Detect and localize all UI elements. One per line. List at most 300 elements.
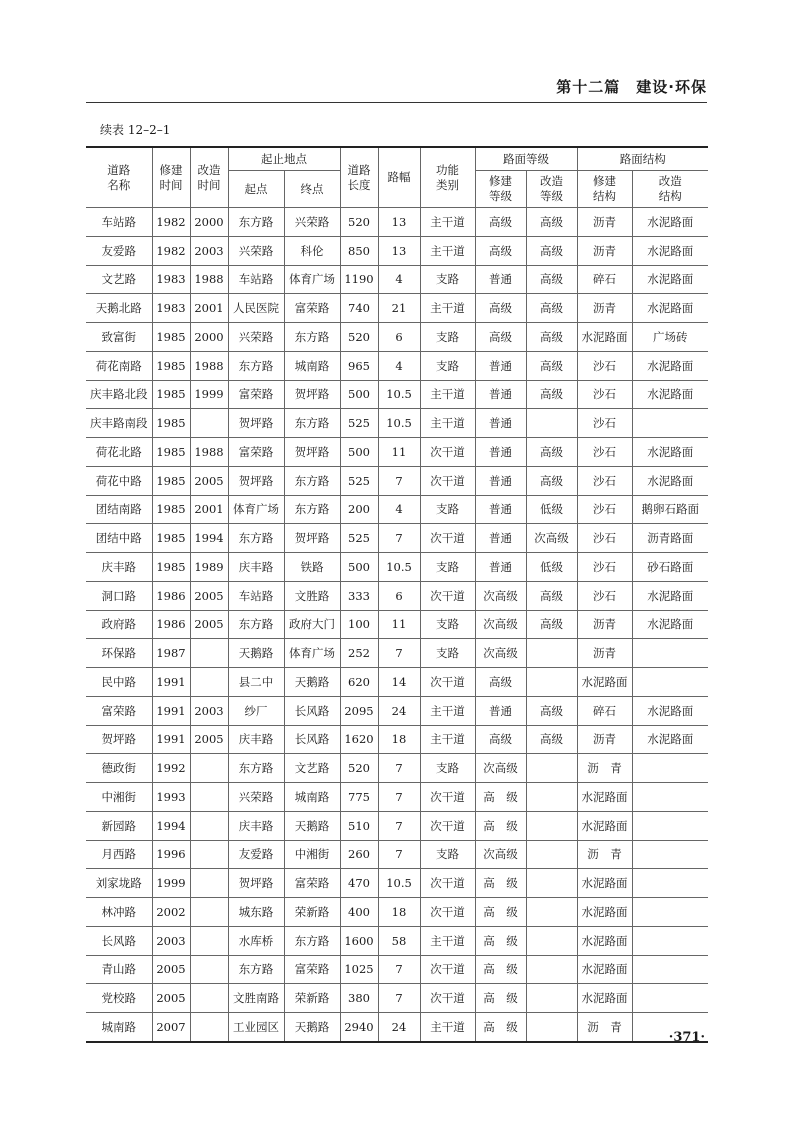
cell-grade-built: 次高级 [475,840,526,869]
cell-length: 500 [340,438,378,467]
cell-built-year: 1983 [152,265,190,294]
cell-structure-rebuilt: 鹅卵石路面 [632,495,708,524]
cell-structure-rebuilt: 水泥路面 [632,466,708,495]
cell-structure-rebuilt [632,811,708,840]
cell-width: 24 [378,1013,420,1042]
cell-structure-built: 水泥路面 [577,869,632,898]
cell-length: 620 [340,668,378,697]
cell-road-name: 长风路 [86,926,152,955]
cell-built-year: 1985 [152,466,190,495]
cell-start-point: 富荣路 [228,380,284,409]
cell-rebuilt-year: 2005 [190,466,228,495]
cell-road-name: 文艺路 [86,265,152,294]
table-row [86,581,708,610]
cell-function-class: 主干道 [420,208,475,237]
cell-function-class: 次干道 [420,466,475,495]
header-rule [86,102,707,103]
cell-grade-built: 次高级 [475,639,526,668]
cell-start-point: 东方路 [228,610,284,639]
cell-width: 7 [378,783,420,812]
table-row [86,610,708,639]
header-grade-rebuilt: 改造 等级 [526,171,577,208]
cell-road-name: 荷花中路 [86,466,152,495]
cell-rebuilt-year [190,639,228,668]
cell-structure-built: 沥青 [577,725,632,754]
cell-road-name: 致富街 [86,323,152,352]
cell-structure-rebuilt: 水泥路面 [632,610,708,639]
cell-end-point: 荣新路 [284,984,340,1013]
cell-function-class: 支路 [420,754,475,783]
cell-built-year: 2005 [152,984,190,1013]
header-grade-built: 修建 等级 [475,171,526,208]
header-road-name: 道路 名称 [86,147,152,208]
cell-length: 520 [340,323,378,352]
table-row [86,524,708,553]
cell-function-class: 次干道 [420,811,475,840]
cell-structure-built: 沥青 [577,610,632,639]
cell-grade-rebuilt [526,639,577,668]
cell-structure-built: 水泥路面 [577,783,632,812]
cell-grade-rebuilt [526,668,577,697]
cell-start-point: 友爱路 [228,840,284,869]
cell-function-class: 主干道 [420,236,475,265]
cell-end-point: 富荣路 [284,955,340,984]
cell-rebuilt-year: 1989 [190,553,228,582]
table-row [86,1013,708,1042]
cell-start-point: 兴荣路 [228,783,284,812]
cell-grade-rebuilt [526,783,577,812]
cell-rebuilt-year: 1988 [190,438,228,467]
cell-function-class: 主干道 [420,725,475,754]
table-row [86,955,708,984]
cell-start-point: 东方路 [228,955,284,984]
cell-end-point: 长风路 [284,696,340,725]
cell-road-name: 荷花北路 [86,438,152,467]
page-number: ·371· [668,1030,705,1045]
cell-built-year: 1986 [152,581,190,610]
cell-function-class: 次干道 [420,524,475,553]
cell-length: 470 [340,869,378,898]
road-table [86,146,708,1043]
cell-grade-built: 普通 [475,553,526,582]
cell-structure-rebuilt: 沥青路面 [632,524,708,553]
cell-end-point: 贺坪路 [284,438,340,467]
cell-rebuilt-year [190,869,228,898]
cell-structure-rebuilt: 广场砖 [632,323,708,352]
cell-grade-built: 高 级 [475,926,526,955]
cell-grade-rebuilt: 高级 [526,294,577,323]
cell-road-name: 城南路 [86,1013,152,1042]
cell-structure-built: 水泥路面 [577,926,632,955]
cell-built-year: 1987 [152,639,190,668]
cell-grade-rebuilt: 低级 [526,553,577,582]
cell-end-point: 中湘街 [284,840,340,869]
cell-structure-rebuilt: 水泥路面 [632,581,708,610]
cell-built-year: 2003 [152,926,190,955]
cell-start-point: 县二中 [228,668,284,697]
cell-length: 525 [340,524,378,553]
cell-width: 11 [378,438,420,467]
cell-start-point: 天鹅路 [228,639,284,668]
cell-built-year: 1991 [152,725,190,754]
cell-built-year: 1985 [152,524,190,553]
cell-structure-rebuilt [632,783,708,812]
cell-structure-built: 水泥路面 [577,668,632,697]
cell-start-point: 贺坪路 [228,409,284,438]
cell-structure-rebuilt [632,409,708,438]
cell-road-name: 德政街 [86,754,152,783]
cell-width: 13 [378,208,420,237]
cell-structure-rebuilt: 砂石路面 [632,553,708,582]
cell-function-class: 支路 [420,351,475,380]
cell-rebuilt-year: 1988 [190,265,228,294]
cell-width: 18 [378,898,420,927]
cell-end-point: 东方路 [284,409,340,438]
cell-road-name: 富荣路 [86,696,152,725]
table-row [86,265,708,294]
cell-structure-built: 沙石 [577,581,632,610]
cell-structure-built: 沙石 [577,495,632,524]
cell-grade-rebuilt [526,955,577,984]
cell-start-point: 东方路 [228,524,284,553]
cell-length: 740 [340,294,378,323]
cell-road-name: 庆丰路南段 [86,409,152,438]
cell-structure-built: 沙石 [577,351,632,380]
cell-road-name: 政府路 [86,610,152,639]
cell-road-name: 中湘街 [86,783,152,812]
cell-built-year: 2002 [152,898,190,927]
table-header [86,147,708,208]
cell-structure-rebuilt [632,955,708,984]
table-row [86,495,708,524]
cell-rebuilt-year: 1994 [190,524,228,553]
cell-rebuilt-year: 1999 [190,380,228,409]
table-row [86,668,708,697]
cell-structure-rebuilt [632,668,708,697]
cell-length: 525 [340,409,378,438]
cell-length: 510 [340,811,378,840]
cell-rebuilt-year [190,1013,228,1042]
cell-grade-rebuilt: 次高级 [526,524,577,553]
cell-width: 10.5 [378,380,420,409]
cell-width: 18 [378,725,420,754]
cell-rebuilt-year: 2003 [190,236,228,265]
cell-rebuilt-year [190,783,228,812]
cell-width: 10.5 [378,553,420,582]
cell-built-year: 1983 [152,294,190,323]
cell-start-point: 体育广场 [228,495,284,524]
table-row [86,811,708,840]
cell-road-name: 天鹅北路 [86,294,152,323]
cell-grade-rebuilt [526,869,577,898]
cell-start-point: 兴荣路 [228,236,284,265]
cell-grade-rebuilt: 高级 [526,696,577,725]
cell-start-point: 贺坪路 [228,466,284,495]
cell-end-point: 贺坪路 [284,524,340,553]
cell-grade-built: 普通 [475,438,526,467]
cell-structure-rebuilt [632,926,708,955]
cell-structure-built: 沥青 [577,236,632,265]
cell-built-year: 1992 [152,754,190,783]
cell-rebuilt-year [190,668,228,697]
cell-built-year: 1991 [152,668,190,697]
cell-grade-built: 次高级 [475,610,526,639]
cell-structure-built: 沥青 [577,208,632,237]
header-surface-grade: 路面等级 [475,147,577,171]
cell-width: 7 [378,984,420,1013]
table-row [86,869,708,898]
cell-structure-built: 沥 青 [577,840,632,869]
cell-built-year: 1985 [152,495,190,524]
cell-rebuilt-year [190,409,228,438]
cell-width: 7 [378,754,420,783]
table-row [86,725,708,754]
cell-end-point: 体育广场 [284,265,340,294]
cell-structure-rebuilt: 水泥路面 [632,208,708,237]
header-end: 终点 [284,171,340,208]
cell-length: 520 [340,754,378,783]
cell-length: 1025 [340,955,378,984]
cell-length: 1190 [340,265,378,294]
cell-road-name: 荷花南路 [86,351,152,380]
table-row [86,294,708,323]
cell-rebuilt-year: 2000 [190,208,228,237]
cell-road-name: 团结南路 [86,495,152,524]
cell-start-point: 庆丰路 [228,811,284,840]
cell-length: 100 [340,610,378,639]
cell-built-year: 1986 [152,610,190,639]
cell-function-class: 次干道 [420,581,475,610]
cell-built-year: 1985 [152,380,190,409]
cell-end-point: 东方路 [284,466,340,495]
cell-built-year: 1985 [152,438,190,467]
cell-road-name: 庆丰路 [86,553,152,582]
cell-width: 4 [378,495,420,524]
cell-function-class: 支路 [420,323,475,352]
table-row [86,639,708,668]
header-surface-structure: 路面结构 [577,147,708,171]
cell-length: 200 [340,495,378,524]
cell-end-point: 富荣路 [284,869,340,898]
cell-structure-built: 沙石 [577,438,632,467]
table-body [86,208,708,1042]
cell-built-year: 1994 [152,811,190,840]
cell-built-year: 2007 [152,1013,190,1042]
cell-grade-built: 普通 [475,524,526,553]
cell-structure-built: 水泥路面 [577,955,632,984]
cell-road-name: 庆丰路北段 [86,380,152,409]
cell-grade-built: 次高级 [475,581,526,610]
cell-built-year: 1993 [152,783,190,812]
cell-rebuilt-year: 1988 [190,351,228,380]
cell-end-point: 城南路 [284,351,340,380]
cell-start-point: 富荣路 [228,438,284,467]
cell-end-point: 文胜路 [284,581,340,610]
cell-grade-rebuilt [526,984,577,1013]
cell-road-name: 林冲路 [86,898,152,927]
cell-road-name: 民中路 [86,668,152,697]
cell-end-point: 城南路 [284,783,340,812]
cell-rebuilt-year: 2005 [190,725,228,754]
cell-end-point: 富荣路 [284,294,340,323]
cell-structure-rebuilt [632,898,708,927]
cell-start-point: 庆丰路 [228,553,284,582]
table-row [86,984,708,1013]
cell-structure-built: 碎石 [577,265,632,294]
cell-built-year: 1985 [152,351,190,380]
cell-width: 7 [378,466,420,495]
cell-rebuilt-year: 2001 [190,294,228,323]
cell-rebuilt-year [190,840,228,869]
cell-length: 965 [340,351,378,380]
cell-start-point: 东方路 [228,754,284,783]
cell-grade-rebuilt [526,811,577,840]
table-row [86,380,708,409]
cell-width: 7 [378,840,420,869]
cell-function-class: 次干道 [420,898,475,927]
header-start: 起点 [228,171,284,208]
cell-grade-built: 普通 [475,380,526,409]
cell-grade-built: 高 级 [475,955,526,984]
cell-length: 775 [340,783,378,812]
cell-rebuilt-year: 2001 [190,495,228,524]
cell-function-class: 支路 [420,265,475,294]
cell-built-year: 1985 [152,323,190,352]
cell-width: 10.5 [378,869,420,898]
cell-start-point: 车站路 [228,265,284,294]
table-row [86,466,708,495]
cell-width: 7 [378,955,420,984]
cell-grade-rebuilt: 高级 [526,725,577,754]
cell-structure-built: 水泥路面 [577,898,632,927]
cell-road-name: 洞口路 [86,581,152,610]
cell-function-class: 主干道 [420,409,475,438]
cell-rebuilt-year [190,926,228,955]
cell-function-class: 主干道 [420,926,475,955]
cell-structure-rebuilt: 水泥路面 [632,725,708,754]
cell-end-point: 东方路 [284,926,340,955]
cell-rebuilt-year [190,955,228,984]
header-struct-rebuilt: 改造 结构 [632,171,708,208]
cell-road-name: 友爱路 [86,236,152,265]
cell-end-point: 长风路 [284,725,340,754]
cell-structure-built: 沥青 [577,639,632,668]
cell-structure-built: 碎石 [577,696,632,725]
cell-grade-built: 普通 [475,265,526,294]
cell-structure-built: 沥 青 [577,1013,632,1042]
cell-built-year: 1982 [152,208,190,237]
cell-grade-rebuilt: 高级 [526,208,577,237]
cell-structure-built: 沙石 [577,553,632,582]
cell-width: 7 [378,639,420,668]
page-header-title: 第十二篇 建设·环保 [556,78,707,96]
cell-grade-rebuilt: 高级 [526,351,577,380]
cell-length: 333 [340,581,378,610]
cell-grade-built: 普通 [475,409,526,438]
cell-grade-built: 高 级 [475,811,526,840]
cell-end-point: 科伦 [284,236,340,265]
cell-length: 400 [340,898,378,927]
cell-grade-rebuilt [526,898,577,927]
table-row [86,840,708,869]
header-width: 路幅 [378,147,420,208]
cell-width: 14 [378,668,420,697]
cell-length: 500 [340,553,378,582]
cell-function-class: 支路 [420,553,475,582]
cell-grade-rebuilt: 高级 [526,236,577,265]
cell-end-point: 天鹅路 [284,668,340,697]
cell-width: 10.5 [378,409,420,438]
cell-length: 525 [340,466,378,495]
cell-rebuilt-year [190,811,228,840]
cell-grade-built: 高 级 [475,783,526,812]
cell-function-class: 次干道 [420,984,475,1013]
cell-start-point: 庆丰路 [228,725,284,754]
cell-structure-built: 沙石 [577,409,632,438]
header-function: 功能 类别 [420,147,475,208]
cell-start-point: 贺坪路 [228,869,284,898]
cell-start-point: 纱厂 [228,696,284,725]
cell-function-class: 主干道 [420,1013,475,1042]
cell-grade-built: 普通 [475,466,526,495]
table-row [86,783,708,812]
cell-structure-rebuilt [632,754,708,783]
cell-structure-built: 水泥路面 [577,984,632,1013]
cell-structure-built: 沙石 [577,466,632,495]
cell-start-point: 兴荣路 [228,323,284,352]
cell-width: 4 [378,265,420,294]
cell-function-class: 支路 [420,840,475,869]
cell-structure-built: 水泥路面 [577,323,632,352]
cell-width: 24 [378,696,420,725]
cell-grade-built: 普通 [475,696,526,725]
cell-grade-built: 高级 [475,725,526,754]
cell-road-name: 车站路 [86,208,152,237]
cell-structure-rebuilt: 水泥路面 [632,380,708,409]
cell-rebuilt-year: 2005 [190,581,228,610]
header-length: 道路 长度 [340,147,378,208]
cell-width: 11 [378,610,420,639]
cell-road-name: 党校路 [86,984,152,1013]
cell-built-year: 1985 [152,409,190,438]
cell-function-class: 次干道 [420,783,475,812]
cell-rebuilt-year [190,898,228,927]
cell-grade-built: 高 级 [475,869,526,898]
header-endpoints: 起止地点 [228,147,340,171]
cell-structure-built: 沙石 [577,380,632,409]
cell-structure-built: 沙石 [577,524,632,553]
cell-grade-rebuilt: 高级 [526,265,577,294]
cell-width: 4 [378,351,420,380]
cell-road-name: 月西路 [86,840,152,869]
cell-end-point: 文艺路 [284,754,340,783]
cell-structure-built: 沥青 [577,294,632,323]
cell-road-name: 青山路 [86,955,152,984]
header-struct-built: 修建 结构 [577,171,632,208]
cell-grade-rebuilt: 高级 [526,438,577,467]
cell-structure-rebuilt: 水泥路面 [632,294,708,323]
table-row [86,323,708,352]
cell-length: 1620 [340,725,378,754]
cell-length: 380 [340,984,378,1013]
cell-width: 21 [378,294,420,323]
header-built-time: 修建 时间 [152,147,190,208]
table-caption: 续表 12–2–1 [100,123,171,137]
cell-function-class: 次干道 [420,438,475,467]
table-row [86,438,708,467]
cell-length: 850 [340,236,378,265]
header-rebuilt-time: 改造 时间 [190,147,228,208]
